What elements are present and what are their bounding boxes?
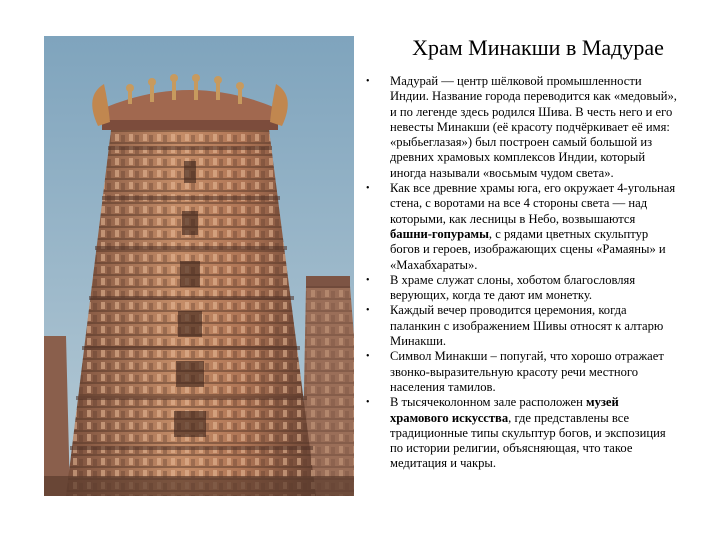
bullet-marker: •: [366, 183, 370, 195]
bullet-item: [362, 273, 678, 304]
gopuram-tower-image: [44, 36, 354, 496]
bullet-item: [362, 395, 678, 471]
bullet-item: [362, 181, 678, 273]
bullet-item: [362, 74, 678, 181]
bullet-text: , с рядами цветных скульптур богов и героев, изображающих сцены «Рамаяны» и «Махабхараты».: [390, 226, 666, 272]
bullet-text: Символ Минакши – попугай, что хорошо отражает звонко-выразительную красоту речи местного населения тамилов.: [390, 349, 664, 394]
temple-photo: [44, 36, 354, 496]
bullet-text: Мадурай — центр шёлковой промышленности Индии. Название города переводится как «медовый», и по легенде здесь родился Шива. В честь него и его невесты Минакши (её красоту подчёркивает её имя: «рыбьеглазая») был построен самый большой из древних храмовых комплексов Индии, который иногда называли «восьмым чудом света».: [390, 74, 677, 180]
bullet-text: В тысячеколонном зале расположен: [390, 395, 586, 410]
bullet-marker: •: [366, 397, 370, 409]
bullet-marker: •: [366, 305, 370, 317]
bullet-text: В храме служат слоны, хоботом благословляя верующих, когда те дают им монетку.: [390, 272, 636, 303]
bullet-text: Как все древние храмы юга, его окружает 4-угольная стена, с воротами на все 4 стороны света — над которыми, как лесницы в Небо, возвышаются: [390, 181, 676, 226]
bullet-text: , где представлены все традиционные типы скульптур богов, и экспозиция по истории религии, объясняющая, что такое медитация и чакры.: [390, 410, 666, 471]
bullet-marker: •: [366, 274, 370, 286]
bullet-item: [362, 349, 678, 395]
bullet-list: [362, 74, 678, 472]
bullet-marker: •: [366, 76, 370, 87]
slide-title: Храм Минакши в Мадурае: [412, 35, 664, 60]
bullet-highlight: башни-гопурамы: [390, 226, 489, 241]
bullet-item: [362, 303, 678, 349]
bullet-marker: •: [366, 351, 370, 363]
bullet-highlight: музей храмового искусства: [390, 395, 619, 425]
bullet-text: Каждый вечер проводится церемония, когда паланкин с изображением Шивы относят к алтарю Минакши.: [390, 303, 664, 349]
